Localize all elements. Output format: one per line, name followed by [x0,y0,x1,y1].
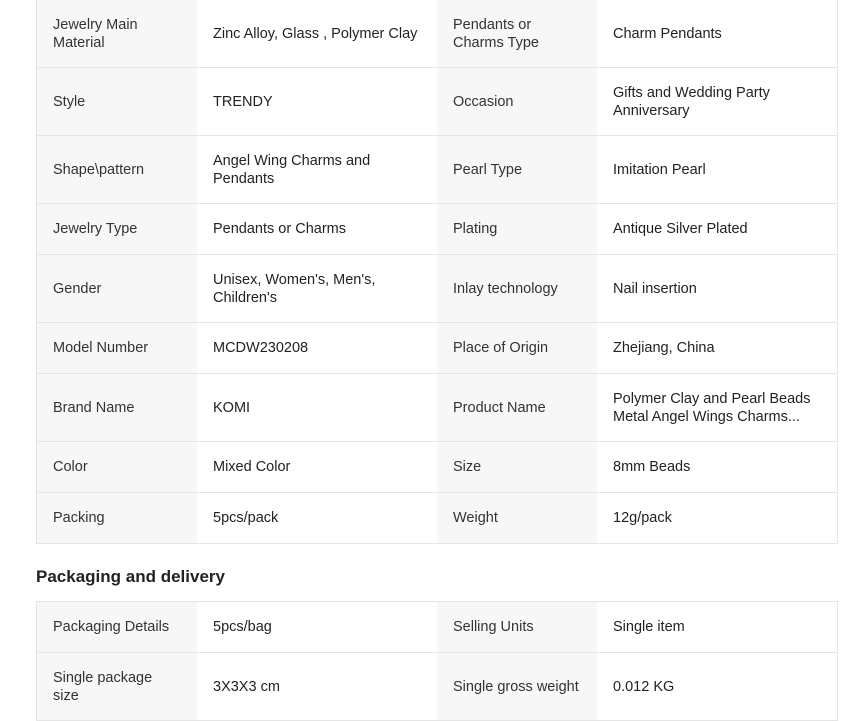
table-row [37,374,838,442]
table-row [37,653,838,721]
attribute-value: Imitation Pearl [613,161,706,178]
attribute-value: 5pcs/bag [213,619,272,635]
attribute-value: KOMI [213,399,251,416]
table-row [37,602,838,653]
attribute-value: 12g/pack [613,510,672,526]
attribute-value: 8mm Beads [613,459,691,475]
attribute-label: Selling Units [453,619,534,635]
attribute-label: Plating [453,221,498,237]
specifications-table [36,0,838,544]
packaging-section-title: Packaging and delivery [36,567,225,586]
attribute-label: Model Number [53,340,149,356]
attribute-value: Mixed Color [213,459,291,475]
attribute-label: Packaging Details [53,619,170,635]
table-row [37,68,838,136]
attribute-label: Style [53,93,86,110]
attribute-label: Occasion [453,93,514,110]
attribute-value: Single item [613,619,685,635]
attribute-label: Jewelry Type [53,221,138,237]
attribute-value: Antique Silver Plated [613,221,748,237]
packaging-table [36,601,838,721]
attribute-value: Charm Pendants [613,25,722,42]
table-row [37,136,838,204]
attribute-label: Shape\pattern [53,161,145,178]
attribute-value: Zhejiang, China [613,340,715,356]
attribute-label: Pendants or Charms Type [453,16,539,51]
attribute-label: Product Name [453,399,546,416]
attribute-label: Color [53,459,88,475]
table-row [37,204,838,255]
attribute-label: Single gross weight [453,678,579,695]
attribute-value: 3X3X3 cm [213,678,280,695]
attribute-value: MCDW230208 [213,340,309,356]
attribute-value: Gifts and Wedding Party Anniversary [613,84,770,119]
attribute-label: Place of Origin [453,340,549,356]
attribute-label: Pearl Type [453,161,523,178]
attribute-value: Unisex, Women's, Men's, Children's [213,271,376,306]
attribute-label: Gender [53,280,102,297]
attribute-value: TRENDY [213,93,273,110]
table-row [37,323,838,374]
attribute-label: Packing [53,510,105,526]
attribute-value: Pendants or Charms [213,221,346,237]
table-row [37,255,838,323]
attribute-value: 5pcs/pack [213,510,279,526]
attribute-label: Brand Name [53,399,135,416]
attribute-label: Jewelry Main Material [53,16,138,51]
table-row [37,442,838,493]
table-row [37,0,838,68]
attribute-label: Inlay technology [453,280,558,297]
attribute-value: Polymer Clay and Pearl Beads Metal Angel Wings Charms... [613,390,811,425]
attribute-label: Weight [453,510,498,526]
attribute-value: Angel Wing Charms and Pendants [213,152,371,187]
attribute-value: Zinc Alloy, Glass , Polymer Clay [213,25,418,42]
attribute-label: Single package size [53,669,153,704]
product-attributes [36,0,838,544]
table-row [37,493,838,544]
attribute-value: 0.012 KG [613,678,675,695]
attribute-value: Nail insertion [613,280,697,297]
attribute-label: Size [453,459,482,475]
